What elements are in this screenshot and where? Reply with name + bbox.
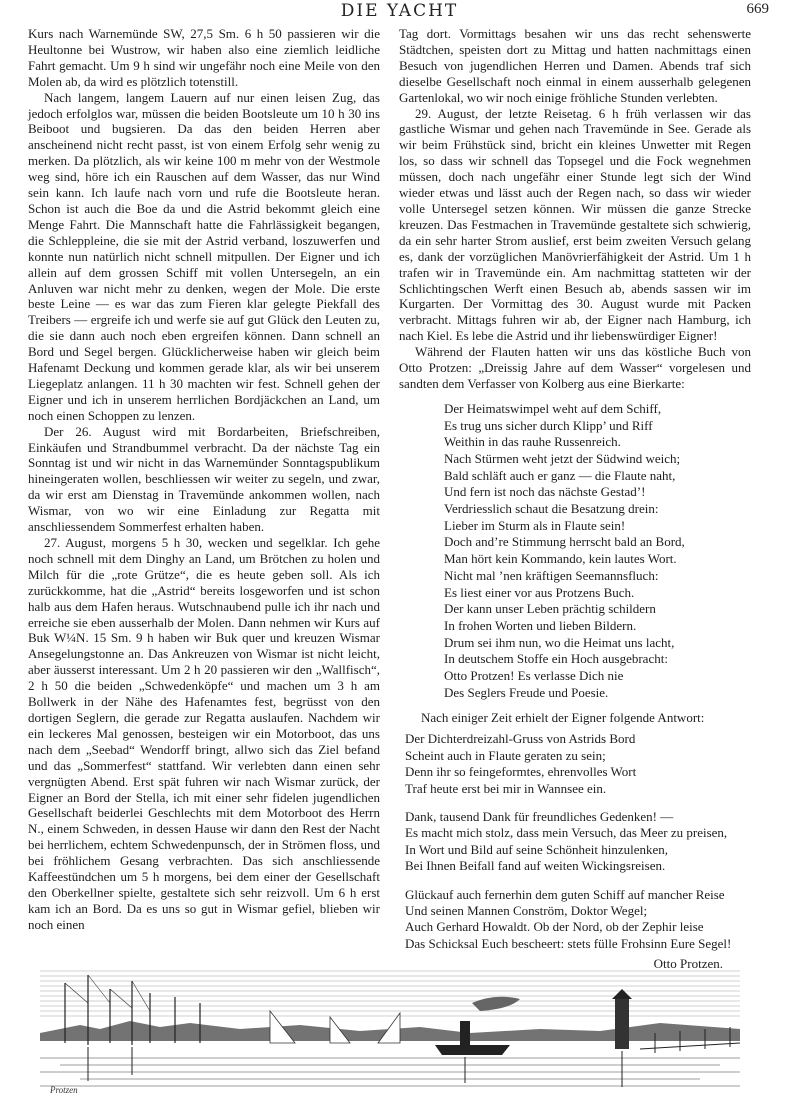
author-signature: Otto Protzen. [653,956,723,972]
poem-line: Es trug uns sicher durch Klipp’ und Riff [444,417,653,433]
poem-line: Des Seglers Freude und Poesie. [444,684,609,700]
left-column [28,26,380,933]
verse-line: Denn ihr so feingeformtes, ehrenvolles Wort [405,764,637,780]
poem-line: Doch and’re Stimmung herrscht bald an Bord, [444,534,685,550]
verse-line: Bei Ihnen Beifall fand auf weiten Wickingsreisen. [405,858,666,874]
right-column [399,26,751,972]
poem-line: Und fern ist noch das nächste Gestad’! [444,484,646,500]
poem-line: Nach Stürmen weht jetzt der Südwind weich; [444,450,681,466]
verse-line: Auch Gerhard Howaldt. Ob der Nord, ob der Zephir leise [405,919,704,935]
paragraph: Während der Flauten hatten wir uns das köstliche Buch von Otto Protzen: „Dreissig Jahre auf dem Wasser“ vorgelesen und sandten dem Verfasser von Kolberg aus eine Bierkarte: [399,344,751,391]
poem-line: Der Heimatswimpel weht auf dem Schiff, [444,400,662,416]
paragraph: Der 26. August wird mit Bordarbeiten, Briefschreiben, Einkäufen und Strandbummel verbracht. Da der nächste Tag ein Sonntag ist und wir nicht in das Warnemünder Sonntagspublikum hineingeraten wollen, beschliessen wir weiter zu segeln, und zwar, da wir erst am Dienstag in Travemünde ankommen wollen, nach Wismar, von wo wir eine Einladung zur Regatta mit anschliessendem Sommerfest erhalten haben. [28,423,380,535]
poem-line: Weithin in das rauhe Russenreich. [444,434,621,450]
paragraph: 29. August, der letzte Reisetag. 6 h früh verlassen wir das gastliche Wismar und gehen nach Travemünde in See. Gerade als wir beim Frühstück sind, bricht ein kleines Unwetter mit Regen los, so dass wir schnell das Topsegel und die Fock wegnehmen müssen, doch nach ungefähr einer Stunde legt sich der Wind wieder etwas und lässt auch der Regen nach, so dass wir wieder volle Untersegel setzen können. Wir müssen die ganze Strecke kreuzen. Das Festmachen in Travemünde gestaltete sich schwierig, da ein sehr harter Strom auslief, erst beim zweiten Versuch gelang es, dank der vorzüglichen Manövrierfähigkeit der Astrid. Um 1 h trafen wir in Travemünde ein. Am nachmittag statteten wir der Schlichtingschen Werft einen Besuch ab, abends sassen wir im Kurgarten. Der Vormittag des 30. August wurde mit Packen verbracht. Mittags fuhren wir ab, der Eigner nach Hamburg, ich nach Kiel. Es lebe die Astrid und ihr liebenswürdiger Eigner! [399,105,751,344]
poem-line: Otto Protzen! Es verlasse Dich nie [444,668,624,684]
verse-line: Und seinen Mannen Conström, Doktor Wegel; [405,903,648,919]
verse-line: Das Schicksal Euch bescheert: stets fülle Frohsinn Eure Segel! [405,935,732,951]
reply-stanza [405,887,751,953]
poem-line: Nicht mal ’nen kräftigen Seemannsfluch: [444,567,659,583]
poem-line: Man hört kein Kommando, kein lautes Wort. [444,551,677,567]
poem-line: Lieber im Sturm als in Flaute sein! [444,517,626,533]
verse-line: Glückauf auch fernerhin dem guten Schiff auf mancher Reise [405,886,725,902]
poem-line: Verdriesslich schaut die Besatzung drein: [444,501,659,517]
verse-line: Scheint auch in Flaute geraten zu sein; [405,747,606,763]
poem-line: Der kann unser Leben prächtig schildern [444,601,656,617]
paragraph: 27. August, morgens 5 h 30, wecken und segelklar. Ich gehe noch schnell mit dem Dinghy an Land, um Brötchen zu holen und Milch für die „rote Grütze“, die es heute geben soll. Als ich zurückkomme, hat die „Astrid“ bereits losgeworfen und ist schon halb aus dem Hafen heraus. Wutschnaubend pulle ich ihr nach und erreiche sie eben ausserhalb der Molen. Dann nehmen wir Kurs auf Buk W¼N. 15 Sm. 9 h haben wir Buk quer und kreuzen Wismar Ansegelungstonne an. Das Ankreuzen von Wismar ist nicht leicht, aber äusserst interessant. Um 2 h 20 passieren wir den „Wallfisch“, 2 h 50 die beiden „Schwedenköpfe“ und machen um 3 h am Bollwerk in der Nähe des Hafenamtes fest, begrüsst von den dortigen Seglern, die gerade zur Regatta auslaufen. Nachdem wir ein leckeres Mal genossen, besteigen wir ein Motorboot, das uns nach dem „Seebad“ Wendorff bringt, allwo sich das Ziel befand und das „Sommerfest“ stattfand. Wir verlebten dann einen sehr vergnügten Abend. Erst spät fuhren wir nach Wismar zurück, der Eigner an Bord der Stella, ich mit einer sehr fidelen jugendlichen Gesellschaft beiderlei Geschlechts mit dem Motorboot des Herrn N., einem Schweden, in dessen Hause wir dann den Rest der Nacht bei herrlichem, echtem Schwedenpunsch, der in Strömen floss, und bei fröhlichem Gesang verbrachten. Das sich anschliessende Kaffeestündchen um 5 h morgens, bei dem einer der Gesellschaft den Oberkellner spielte, gestaltete sich sehr reizvoll. Um 6 h erst kam ich an Bord. Da es uns so gut in Wismar gefiel, blieben wir noch einen [28,535,380,932]
poem-line: In deutschem Stoffe ein Hoch ausgebracht: [444,651,668,667]
harbor-sketch-icon [40,963,740,1098]
paragraph: Tag dort. Vormittags besahen wir uns das recht sehenswerte Städtchen, speisten dort zu Mittag und hatten nachmittags einen Besuch von jugendlichen Herren und Damen. Abends traf sich dieselbe Gesellschaft noch einmal in einem ausserhalb gelegenen Gartenlokal, wo wir noch einige fröhliche Stunden verlebten. [399,26,751,105]
poem [444,401,751,702]
poem-line: In frohen Worten und lieben Bildern. [444,617,637,633]
page-number: 669 [746,1,769,17]
poem-line: Es liest einer vor aus Protzens Buch. [444,584,635,600]
verse-line: Der Dichterdreizahl-Gruss von Astrids Bord [405,731,636,747]
artist-signature: Protzen [50,1085,78,1095]
reply-stanza [405,731,751,797]
reply-stanza [405,809,751,875]
poem-line: Drum sei ihm nun, wo die Heimat uns lacht, [444,634,675,650]
magazine-title: DIE YACHT [340,1,459,21]
verse-line: In Wort und Bild auf seine Schönheit hinzulenken, [405,841,668,857]
verse-line: Traf heute erst bei mir in Wannsee ein. [405,780,607,796]
reply-intro: Nach einiger Zeit erhielt der Eigner folgende Antwort: [421,709,705,725]
paragraph: Nach langem, langem Lauern auf nur einen leisen Zug, das jedoch erfolglos war, müssen die beiden Bootsleute um 10 h 30 ins Beiboot und bugsieren. Da das den beiden Herren aber anscheinend nicht recht passt, ist von einem Erfolg sehr wenig zu merken. Da plötzlich, als wir keine 100 m mehr von der Westmole weg sind, höre ich ein Rauschen auf dem Wasser, das nur Wind sein kann. Ich laufe nach vorn und rufe die Bootsleute heran. Schon ist auch die Boe da und die Astrid bekommt gleich eine Menge Fahrt. Die Mannschaft hatte die Fahrlässigkeit begangen, die Schleppleine, die sie mit der Astrid verband, loszuwerfen und konnte nun natürlich nicht schnell mitpullen. Der Eigner und ich allein auf dem grossen Schiff mit vollen Untersegeln, an ein Anluven war nicht mehr zu denken, wegen der Mole. Die erste beste Leine — es war das zum Fieren klar gelegte Piekfall des Treibers — ergreife ich und werfe sie auf gut Glück den Leuten zu, die sie dann auch noch eben ergreifen können. Dann schnell an Bord und Segel bergen. Glücklicherweise haben wir gleich beim Hafenamt Deckung und kommen gerade klar, als wir bei unserem Liegeplatz anlangen. 11 h 30 machten wir fest. Schnell gehen der Eigner und ich in unserem herrlichen Bordjäckchen an Land, um noch einen Schoppen zu lenzen. [28,89,380,423]
verse-line: Dank, tausend Dank für freundliches Gedenken! — [405,809,674,825]
paragraph: Kurs nach Warnemünde SW, 27,5 Sm. 6 h 50 passieren wir die Heultonne bei Wustrow, wir haben also eine ziemlich leidliche Fahrt gemacht. Um 9 h sind wir ungefähr noch eine Meile von den Molen ab, da wird es plötzlich totenstill. [28,26,380,89]
poem-line: Bald schläft auch er ganz — die Flaute naht, [444,467,676,483]
verse-line: Es macht mich stolz, dass mein Versuch, das Meer zu preisen, [405,825,728,841]
